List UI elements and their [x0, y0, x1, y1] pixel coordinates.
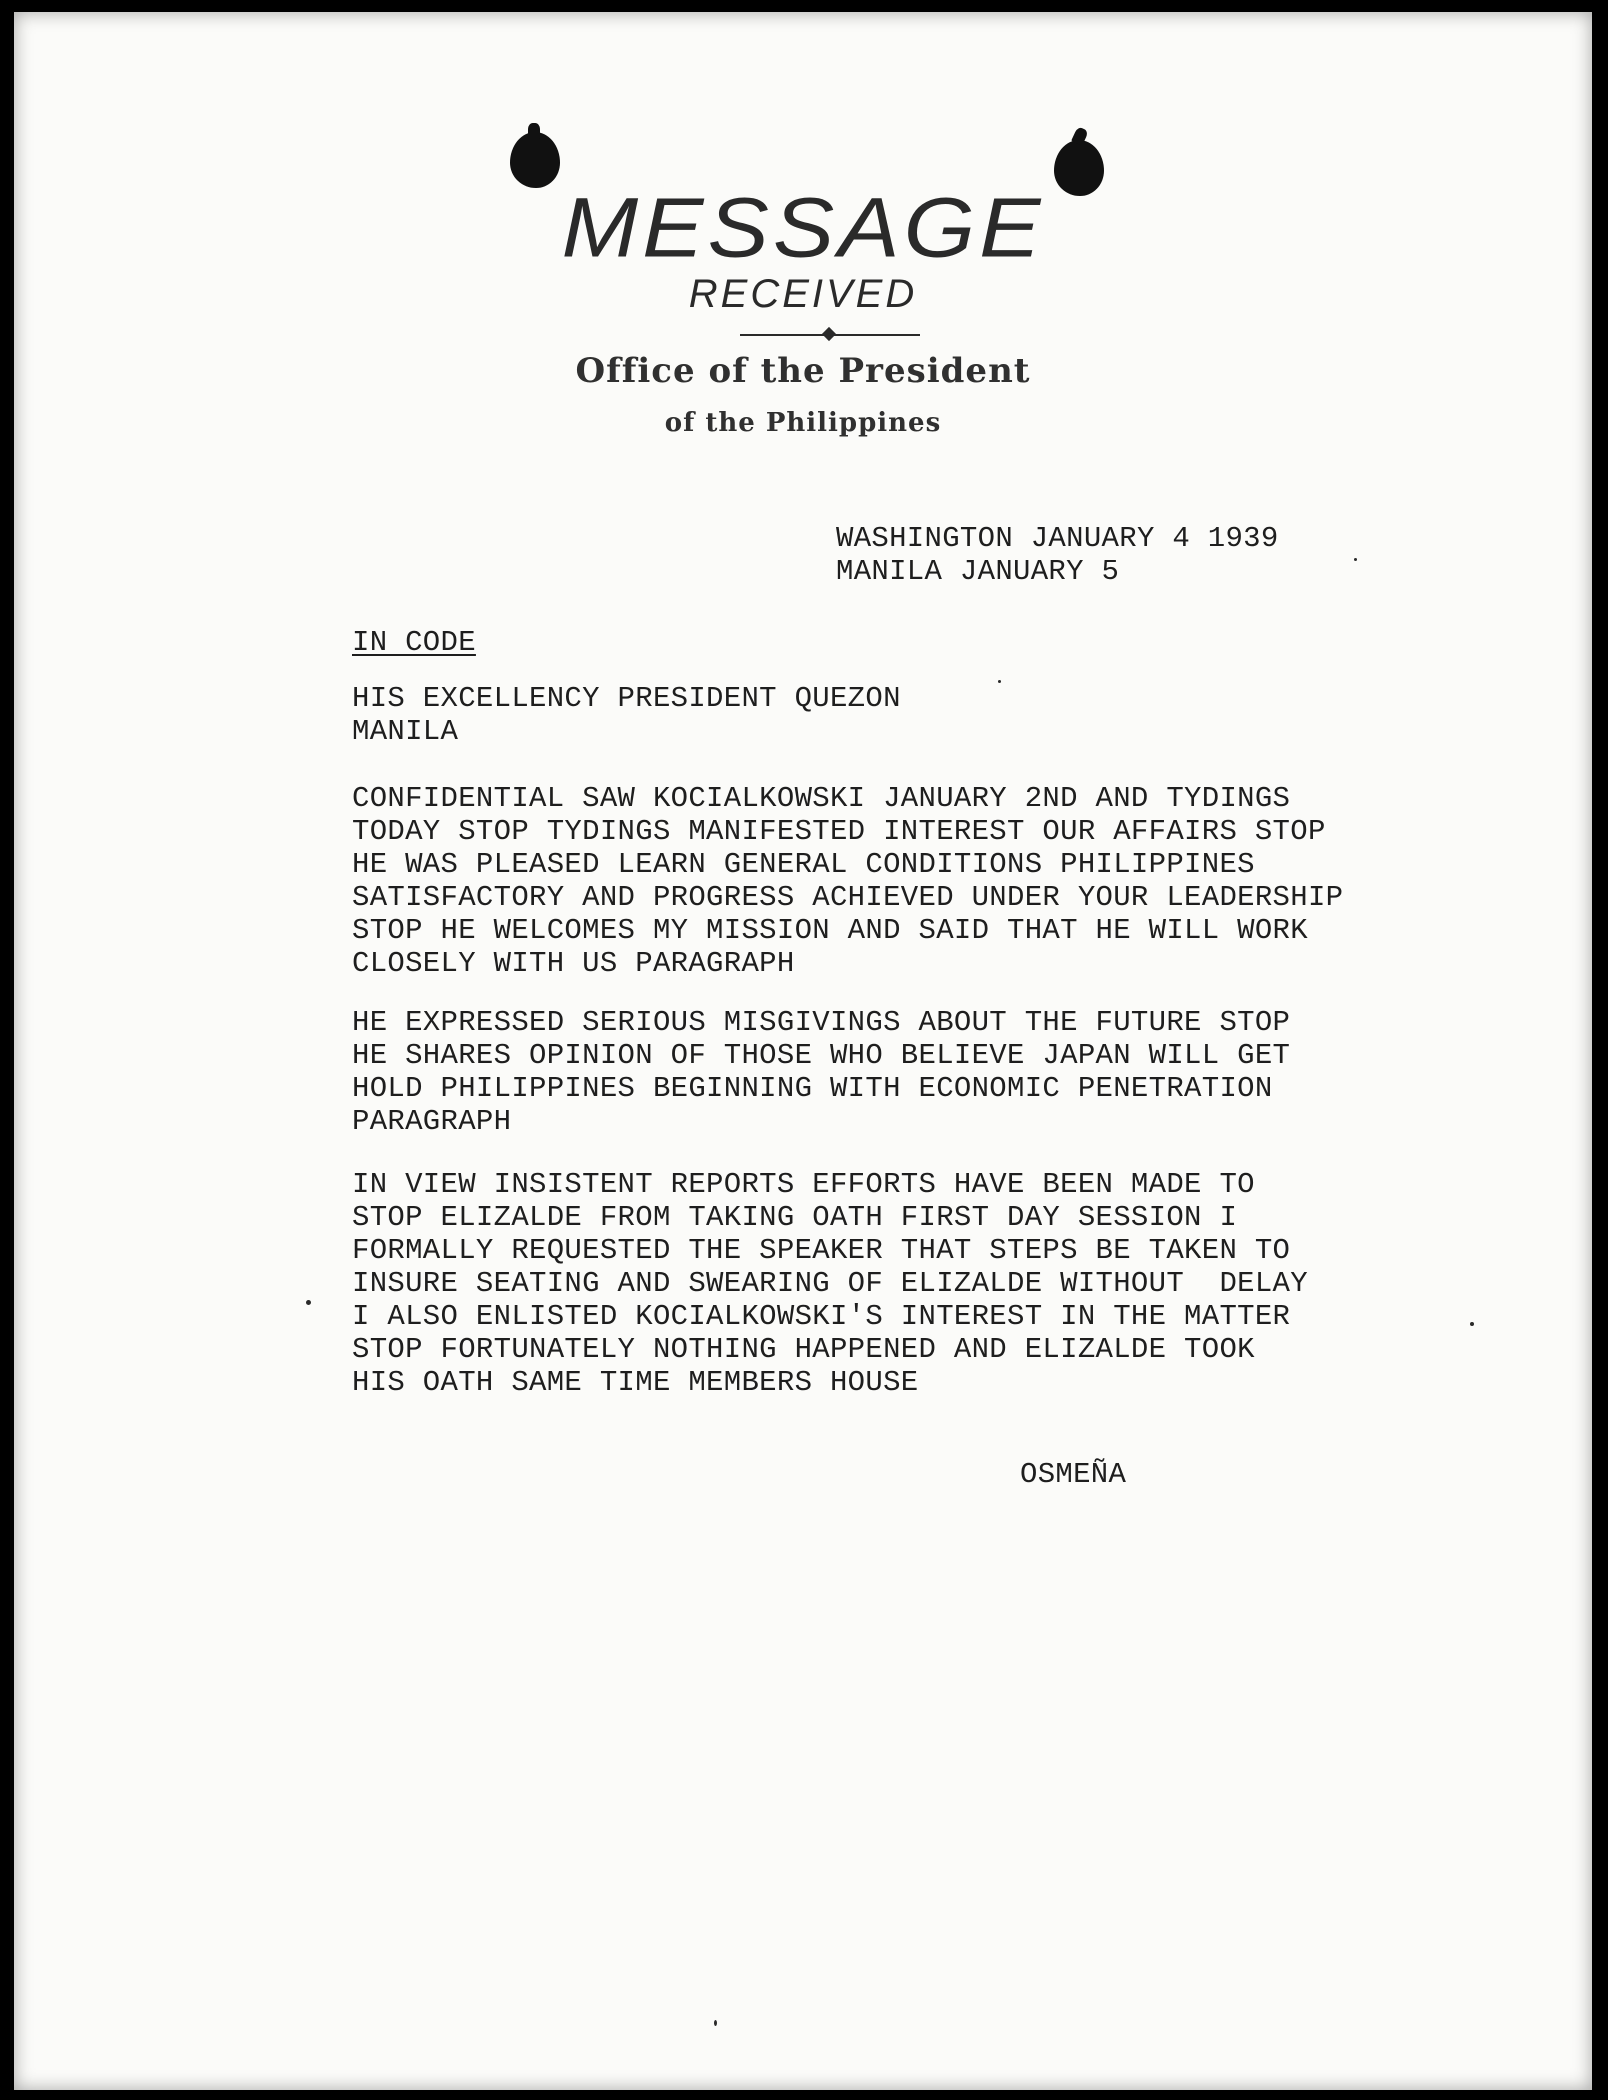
letterhead-subtitle: RECEIVED: [688, 272, 918, 316]
body-paragraph-2: [352, 1006, 1290, 1138]
body-line: HOLD PHILIPPINES BEGINNING WITH ECONOMIC PENETRATION: [352, 1072, 1273, 1105]
letterhead-divider: [740, 334, 920, 336]
body-line: I ALSO ENLISTED KOCIALKOWSKI'S INTEREST IN THE MATTER: [352, 1300, 1291, 1333]
classification-label: IN CODE: [352, 626, 476, 659]
diamond-ornament-icon: [822, 327, 836, 341]
paper-speck: [998, 680, 1001, 683]
document-page: [14, 12, 1592, 2090]
body-paragraph-3: [352, 1168, 1308, 1399]
body-paragraph-1: [352, 782, 1343, 980]
body-line: STOP ELIZALDE FROM TAKING OATH FIRST DAY SESSION I: [352, 1201, 1238, 1234]
body-line: IN VIEW INSISTENT REPORTS EFFORTS HAVE BEEN MADE TO: [352, 1168, 1255, 1201]
dateline: [836, 522, 1279, 588]
body-line: INSURE SEATING AND SWEARING OF ELIZALDE WITHOUT DELAY: [352, 1267, 1308, 1300]
dateline-origin: WASHINGTON JANUARY 4 1939: [836, 522, 1279, 555]
addressee-name: HIS EXCELLENCY PRESIDENT QUEZON: [352, 682, 901, 715]
letterhead-office: Office of the President: [575, 351, 1031, 391]
letterhead-country: of the Philippines: [664, 408, 942, 438]
paper-speck: [306, 1300, 311, 1305]
paper-speck: [1354, 558, 1357, 561]
dateline-received: MANILA JANUARY 5: [836, 555, 1120, 588]
body-line: FORMALLY REQUESTED THE SPEAKER THAT STEPS BE TAKEN TO: [352, 1234, 1291, 1267]
paper-speck: [714, 2020, 717, 2026]
body-line: STOP HE WELCOMES MY MISSION AND SAID THAT HE WILL WORK: [352, 914, 1308, 947]
body-line: HE SHARES OPINION OF THOSE WHO BELIEVE JAPAN WILL GET: [352, 1039, 1291, 1072]
addressee: [352, 682, 901, 748]
letterhead-title: MESSAGE: [561, 181, 1045, 275]
addressee-city: MANILA: [352, 715, 459, 748]
body-line: STOP FORTUNATELY NOTHING HAPPENED AND ELIZALDE TOOK: [352, 1333, 1255, 1366]
body-line: PARAGRAPH: [352, 1105, 512, 1138]
paper-speck: [1470, 1322, 1474, 1326]
body-line: CONFIDENTIAL SAW KOCIALKOWSKI JANUARY 2ND AND TYDINGS: [352, 782, 1291, 815]
body-line: HIS OATH SAME TIME MEMBERS HOUSE: [352, 1366, 919, 1399]
signature: OSMEÑA: [1020, 1458, 1127, 1491]
punch-hole-left: [510, 132, 560, 188]
body-line: SATISFACTORY AND PROGRESS ACHIEVED UNDER YOUR LEADERSHIP: [352, 881, 1344, 914]
body-line: HE WAS PLEASED LEARN GENERAL CONDITIONS PHILIPPINES: [352, 848, 1255, 881]
body-line: CLOSELY WITH US PARAGRAPH: [352, 947, 795, 980]
body-line: HE EXPRESSED SERIOUS MISGIVINGS ABOUT THE FUTURE STOP: [352, 1006, 1291, 1039]
body-line: TODAY STOP TYDINGS MANIFESTED INTEREST OUR AFFAIRS STOP: [352, 815, 1326, 848]
